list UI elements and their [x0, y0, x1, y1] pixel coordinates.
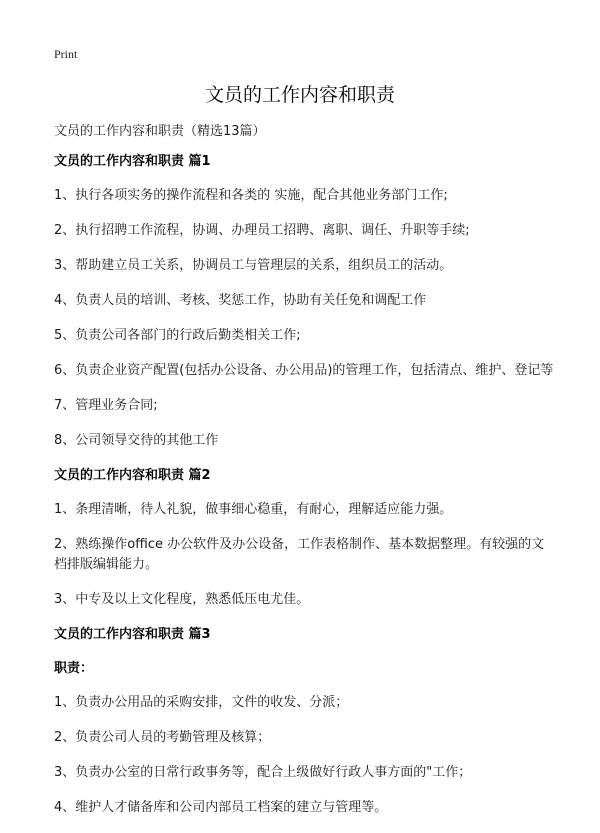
section-3: [54, 625, 554, 818]
list-item: 4、维护人才储备库和公司内部员工档案的建立与管理等。: [54, 800, 388, 815]
list-item: 2、负责公司人员的考勤管理及核算；: [54, 730, 271, 745]
document-body: [54, 122, 554, 833]
section-heading: 文员的工作内容和职责 篇2: [54, 468, 211, 483]
list-item: 6、负责企业资产配置(包括办公设备、办公用品)的管理工作，包括清点、维护、登记等: [54, 363, 554, 378]
section-heading: 文员的工作内容和职责 篇3: [54, 627, 211, 642]
section-label: 职责：: [54, 661, 94, 676]
list-item: 3、帮助建立员工关系，协调员工与管理层的关系，组织员工的活动。: [54, 258, 453, 273]
list-item: 1、负责办公用品的采购安排，文件的收发、分派；: [54, 695, 349, 710]
list-item: 3、中专及以上文化程度，熟悉低压电尤佳。: [54, 592, 310, 607]
section-heading: 文员的工作内容和职责 篇1: [54, 154, 211, 169]
print-link[interactable]: Print: [54, 47, 78, 61]
page-title: 文员的工作内容和职责: [204, 84, 395, 106]
list-item: 3、负责办公室的日常行政事务等，配合上级做好行政人事方面的"工作；: [54, 765, 472, 780]
list-item: 1、条理清晰，待人礼貌，做事细心稳重，有耐心，理解适应能力强。: [54, 502, 453, 517]
document-subtitle: 文员的工作内容和职责（精选13篇）: [54, 124, 266, 139]
list-item: 8、公司领导交待的其他工作: [54, 433, 219, 448]
list-item: 7、管理业务合同;: [54, 398, 158, 413]
section-1: [54, 152, 554, 451]
list-item: 1、执行各项实务的操作流程和各类的 实施，配合其他业务部门工作;: [54, 188, 448, 203]
list-item: 2、执行招聘工作流程，协调、办理员工招聘、离职、调任、升职等手续;: [54, 223, 470, 238]
list-item: 2、熟练操作office 办公软件及办公设备，工作表格制作、基本数据整理。有较强的文档排版编辑能力。: [54, 537, 545, 572]
section-2: [54, 466, 554, 610]
list-item: 5、负责公司各部门的行政后勤类相关工作;: [54, 328, 301, 343]
list-item: 4、负责人员的培训、考核、奖惩工作，协助有关任免和调配工作: [54, 293, 427, 308]
